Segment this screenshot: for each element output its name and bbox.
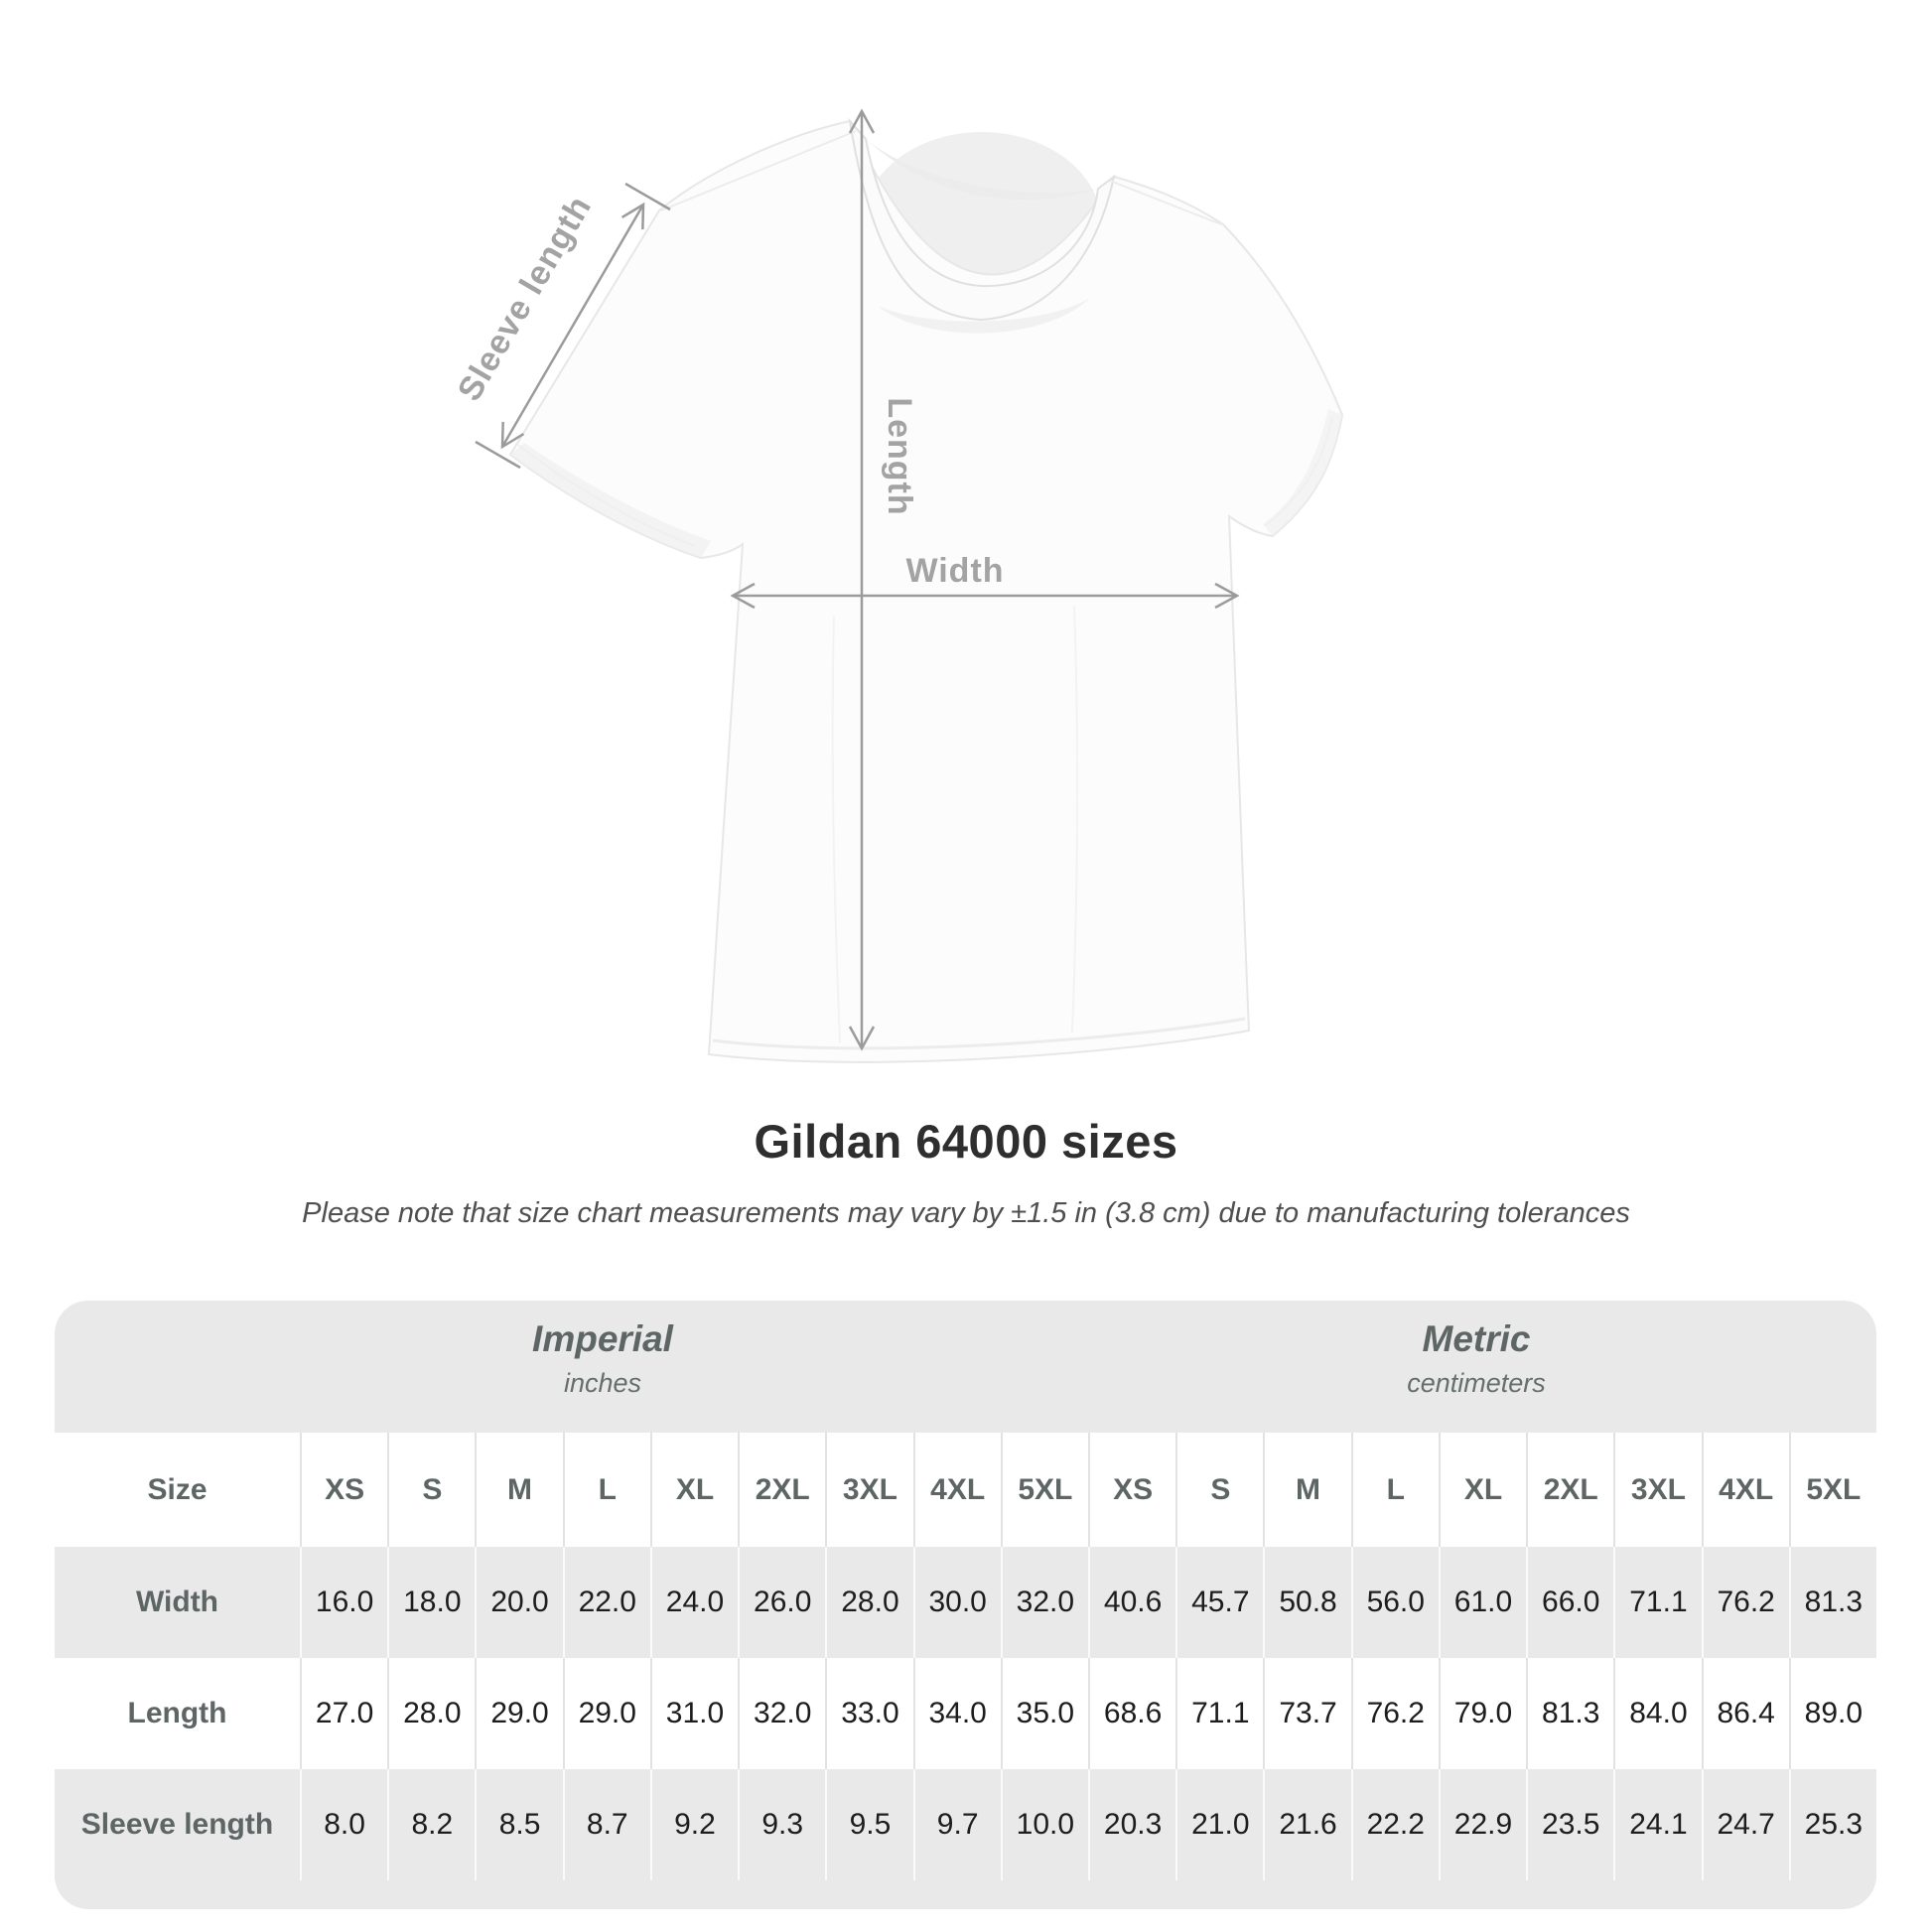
measure-cell: 30.0 xyxy=(913,1547,1001,1658)
size-col-header: 5XL xyxy=(1001,1433,1088,1547)
measure-cell: 8.5 xyxy=(475,1769,562,1880)
measure-cell: 76.2 xyxy=(1702,1547,1789,1658)
measure-cell: 8.2 xyxy=(387,1769,475,1880)
unit-group-metric xyxy=(1407,1318,1546,1399)
measure-cell: 89.0 xyxy=(1789,1658,1876,1769)
measure-cell: 24.0 xyxy=(650,1547,738,1658)
size-col-header: M xyxy=(1263,1433,1350,1547)
measure-cell: 26.0 xyxy=(738,1547,825,1658)
unit-group-title: Imperial xyxy=(532,1318,673,1359)
measure-row xyxy=(55,1658,1876,1769)
size-col-header: XL xyxy=(1439,1433,1526,1547)
measure-cell: 23.5 xyxy=(1526,1769,1613,1880)
measure-cell: 9.3 xyxy=(738,1769,825,1880)
measure-cell: 33.0 xyxy=(825,1658,912,1769)
size-col-header: S xyxy=(1175,1433,1263,1547)
measure-row-label: Length xyxy=(127,1697,227,1729)
size-chart-table xyxy=(55,1301,1876,1909)
tshirt-illustration xyxy=(510,121,1342,1062)
measure-cell: 28.0 xyxy=(825,1547,912,1658)
measure-cell: 8.0 xyxy=(300,1769,387,1880)
size-col-header: 5XL xyxy=(1789,1433,1876,1547)
measure-cell: 50.8 xyxy=(1263,1547,1350,1658)
measure-cell: 22.2 xyxy=(1351,1769,1439,1880)
page-title: Gildan 64000 sizes xyxy=(754,1115,1178,1168)
measure-cell: 8.7 xyxy=(563,1769,650,1880)
size-col-header: M xyxy=(475,1433,562,1547)
measure-row-label: Sleeve length xyxy=(80,1808,274,1841)
size-col-header: S xyxy=(387,1433,475,1547)
size-col-header: XS xyxy=(1088,1433,1175,1547)
size-col-header: 2XL xyxy=(738,1433,825,1547)
size-col-header: 4XL xyxy=(1702,1433,1789,1547)
measure-cell: 29.0 xyxy=(475,1658,562,1769)
measure-cell: 24.7 xyxy=(1702,1769,1789,1880)
measure-cell: 32.0 xyxy=(738,1658,825,1769)
measure-cell: 10.0 xyxy=(1001,1769,1088,1880)
measure-cell: 81.3 xyxy=(1526,1658,1613,1769)
size-col-header: L xyxy=(563,1433,650,1547)
measure-row xyxy=(55,1547,1876,1658)
measure-cell: 66.0 xyxy=(1526,1547,1613,1658)
measure-cell: 24.1 xyxy=(1613,1769,1701,1880)
measure-cell: 22.9 xyxy=(1439,1769,1526,1880)
size-col-header: 2XL xyxy=(1526,1433,1613,1547)
measure-cell: 40.6 xyxy=(1088,1547,1175,1658)
unit-group-imperial xyxy=(532,1318,673,1399)
size-col-header: 3XL xyxy=(1613,1433,1701,1547)
measure-cell: 9.5 xyxy=(825,1769,912,1880)
measure-cell: 34.0 xyxy=(913,1658,1001,1769)
measure-cell: 61.0 xyxy=(1439,1547,1526,1658)
measure-cell: 20.3 xyxy=(1088,1769,1175,1880)
size-col-header: L xyxy=(1351,1433,1439,1547)
size-chart-grid xyxy=(55,1433,1876,1880)
measure-cell: 73.7 xyxy=(1263,1658,1350,1769)
width-label: Width xyxy=(905,552,1005,590)
unit-group-title: Metric xyxy=(1422,1318,1531,1359)
measure-cell: 16.0 xyxy=(300,1547,387,1658)
measure-cell: 35.0 xyxy=(1001,1658,1088,1769)
measure-cell: 27.0 xyxy=(300,1658,387,1769)
measure-cell: 25.3 xyxy=(1789,1769,1876,1880)
measure-cell: 22.0 xyxy=(563,1547,650,1658)
measure-cell: 71.1 xyxy=(1613,1547,1701,1658)
size-col-header: 3XL xyxy=(825,1433,912,1547)
measure-cell: 56.0 xyxy=(1351,1547,1439,1658)
measure-cell: 21.6 xyxy=(1263,1769,1350,1880)
size-header-row xyxy=(55,1433,1876,1547)
unit-group-unit: centimeters xyxy=(1407,1368,1546,1398)
unit-group-band xyxy=(55,1301,1876,1433)
measure-cell: 32.0 xyxy=(1001,1547,1088,1658)
measure-cell: 9.2 xyxy=(650,1769,738,1880)
measure-cell: 45.7 xyxy=(1175,1547,1263,1658)
measure-row-label: Width xyxy=(135,1586,219,1618)
measure-cell: 86.4 xyxy=(1702,1658,1789,1769)
page-subtitle: Please note that size chart measurements may vary by ±1.5 in (3.8 cm) due to manufacturing tolerances xyxy=(302,1197,1630,1229)
measure-cell: 68.6 xyxy=(1088,1658,1175,1769)
measure-cell: 31.0 xyxy=(650,1658,738,1769)
measure-row xyxy=(55,1769,1876,1880)
size-col-header: 4XL xyxy=(913,1433,1001,1547)
measure-cell: 18.0 xyxy=(387,1547,475,1658)
measure-cell: 9.7 xyxy=(913,1769,1001,1880)
length-label: Length xyxy=(881,397,918,516)
measure-cell: 76.2 xyxy=(1351,1658,1439,1769)
measure-cell: 29.0 xyxy=(563,1658,650,1769)
unit-group-unit: inches xyxy=(563,1368,642,1398)
measure-cell: 79.0 xyxy=(1439,1658,1526,1769)
size-col-header: XS xyxy=(300,1433,387,1547)
measure-cell: 84.0 xyxy=(1613,1658,1701,1769)
sleeve-length-label: Sleeve length xyxy=(450,189,600,408)
measure-cell: 28.0 xyxy=(387,1658,475,1769)
measure-cell: 20.0 xyxy=(475,1547,562,1658)
measure-cell: 71.1 xyxy=(1175,1658,1263,1769)
measure-cell: 21.0 xyxy=(1175,1769,1263,1880)
measure-cell: 81.3 xyxy=(1789,1547,1876,1658)
size-col-header: XL xyxy=(650,1433,738,1547)
size-header-cell: Size xyxy=(147,1472,207,1506)
